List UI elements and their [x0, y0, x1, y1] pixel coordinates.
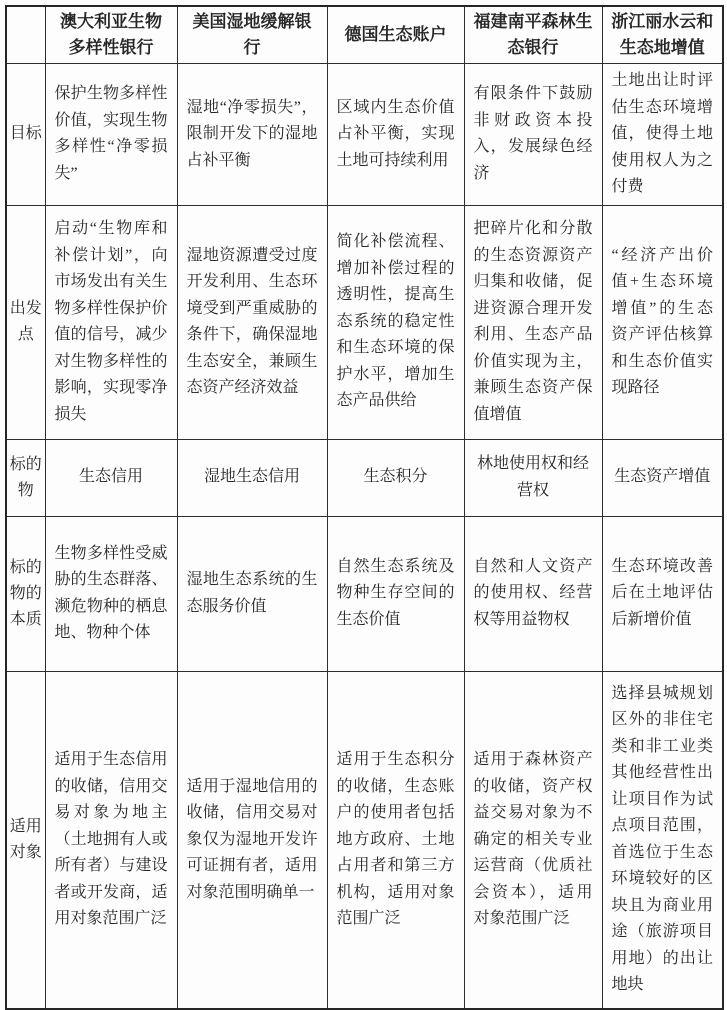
table-row: [6, 64, 723, 206]
document-page: [5, 5, 724, 1010]
table-cell: 生态信用: [45, 439, 177, 516]
row-label: 出发点: [6, 205, 45, 439]
table-body: [6, 64, 723, 1010]
column-header: 澳大利亚生物多样性银行: [45, 6, 177, 64]
table-cell: 生物多样性受威胁的生态群落、濒危物种的栖息地、物种个体: [45, 516, 177, 671]
table-cell: 生态积分: [327, 439, 464, 516]
column-header: 德国生态账户: [327, 6, 464, 64]
table-cell: 选择县城规划区外的非住宅类和非工业类其他经营性出让项目作为试点项目范围，首选位于生态环境较好的区块且为商业用途（旅游项目用地）的出让地块: [602, 671, 723, 1009]
column-header: 福建南平森林生态银行: [464, 6, 602, 64]
column-header: 浙江丽水云和生态地增值: [602, 6, 723, 64]
table-cell: 自然和人文资产的使用权、经营权等用益物权: [464, 516, 602, 671]
table-cell: 适用于生态信用的收储，信用交易对象为地主（土地拥有人或所有者）与建设者或开发商，适用对象范围广泛: [45, 671, 177, 1009]
table-cell: 湿地资源遭受过度开发利用、生态环境受到严重威胁的条件下，确保湿地生态安全，兼顾生态资产经济效益: [177, 205, 327, 439]
corner-cell: [6, 6, 45, 64]
table-cell: 简化补偿流程、增加补偿过程的透明性，提高生态系统的稳定性和生态环境的保护水平，增加生态产品供给: [327, 205, 464, 439]
table-cell: 湿地“净零损失”，限制开发下的湿地占补平衡: [177, 64, 327, 206]
table-cell: 保护生物多样性价值，实现生物多样性“净零损失”: [45, 64, 177, 206]
row-label: 适用对象: [6, 671, 45, 1009]
table-cell: 启动“生物库和补偿计划”，向市场发出有关生物多样性保护价值的信号，减少对生物多样性的影响，实现零净损失: [45, 205, 177, 439]
column-header: 美国湿地缓解银行: [177, 6, 327, 64]
table-cell: 林地使用权和经营权: [464, 439, 602, 516]
table-cell: 适用于湿地信用的收储，信用交易对象仅为湿地开发许可证拥有者，适用对象范围明确单一: [177, 671, 327, 1009]
table-cell: 有限条件下鼓励非财政资本投入，发展绿色经济: [464, 64, 602, 206]
row-label: 标的物的本质: [6, 516, 45, 671]
table-cell: 区域内生态价值占补平衡，实现土地可持续利用: [327, 64, 464, 206]
table-cell: 湿地生态系统的生态服务价值: [177, 516, 327, 671]
row-label: 标的物: [6, 439, 45, 516]
table-cell: 湿地生态信用: [177, 439, 327, 516]
table-row: [6, 671, 723, 1009]
table-cell: “经济产出价值+生态环境增值”的生态资产评估核算和生态价值实现路径: [602, 205, 723, 439]
table-row: [6, 439, 723, 516]
table-cell: 生态环境改善后在土地评估后新增价值: [602, 516, 723, 671]
table-cell: 适用于森林资产的收储，资产权益交易对象为不确定的相关专业运营商（优质社会资本），适用对象范围广泛: [464, 671, 602, 1009]
table-row: [6, 516, 723, 671]
table-cell: 适用于生态积分的收储，生态账户的使用者包括地方政府、土地占用者和第三方机构，适用对象范围广泛: [327, 671, 464, 1009]
header-row: [6, 6, 723, 64]
eco-bank-comparison-table: [5, 5, 724, 1010]
table-cell: 把碎片化和分散的生态资源资产归集和收储，促进资源合理开发利用、生态产品价值实现为主，兼顾生态资产保值增值: [464, 205, 602, 439]
table-cell: 自然生态系统及物种生存空间的生态价值: [327, 516, 464, 671]
table-cell: 生态资产增值: [602, 439, 723, 516]
table-cell: 土地出让时评估生态环境增值，使得土地使用权人为之付费: [602, 64, 723, 206]
row-label: 目标: [6, 64, 45, 206]
table-row: [6, 205, 723, 439]
